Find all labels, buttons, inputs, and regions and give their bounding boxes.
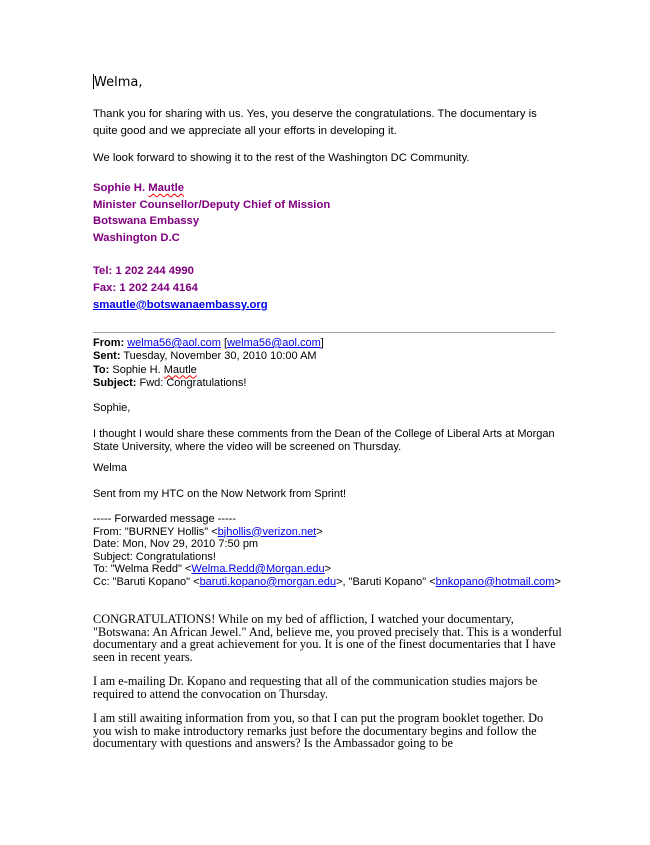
fwd-cc-mid: >, "Baruti Kopano" < (336, 575, 436, 588)
signature-name (93, 180, 563, 197)
signature-tel: Tel: 1 202 244 4990 (93, 265, 194, 278)
signature-name-last: Mautle (148, 182, 185, 194)
signature-title: Minister Counsellor/Deputy Chief of Mission (93, 198, 331, 211)
body-signoff: Welma (93, 462, 128, 474)
forwarded-header (93, 513, 613, 588)
forwarded-subject: Subject: Congratulations! (93, 550, 216, 563)
header-sent (93, 350, 563, 363)
subject-value: Fwd: Congratulations! (139, 376, 247, 389)
forwarded-date: Date: Mon, Nov 29, 2010 7:50 pm (93, 538, 259, 550)
separator-rule (93, 332, 555, 333)
letter-paragraph-3: I am still awaiting information from you, so that I can put the program booklet together. Do you wish to make introductory remarks just before the documentary begins and follow the documentary with questions and answers? Is the Ambassador going to be (93, 711, 544, 751)
from-email-link[interactable]: welma56@aol.com (127, 337, 221, 349)
header-to (93, 364, 563, 377)
header-subject (93, 377, 563, 390)
to-last: Mautle (163, 363, 197, 376)
forwarded-from (93, 526, 613, 539)
forwarded-cc (93, 576, 613, 589)
fwd-cc-email-link-2[interactable]: bnkopano@hotmail.com (435, 575, 555, 588)
forwarded-banner: ----- Forwarded message ----- (93, 513, 237, 525)
signature-block (93, 180, 563, 313)
body-sent-from: Sent from my HTC on the Now Network from Sprint! (93, 488, 347, 500)
body-salutation: Sophie, (93, 402, 131, 414)
greeting-line (93, 74, 563, 90)
signature-fax: Fax: 1 202 244 4164 (93, 282, 198, 295)
subject-label: Subject: (93, 376, 137, 389)
fwd-from-email-link[interactable]: bjhollis@verizon.net (217, 525, 317, 538)
fwd-from-prefix: From: "BURNEY Hollis" < (93, 525, 218, 538)
fwd-to-prefix: To: "Welma Redd" < (93, 563, 192, 575)
from-email-link-2[interactable]: welma56@aol.com (227, 337, 321, 349)
forwarded-to (93, 563, 613, 576)
sent-value: Tuesday, November 30, 2010 10:00 AM (123, 350, 317, 363)
body-line-1: I thought I would share these comments from the Dean of the College of Liberal Arts at Morgan State University, where the video will be screened on Thursday. (93, 428, 555, 454)
header-from: From: welma56@aol.com [welma56@aol.com] (93, 337, 324, 349)
fwd-cc-suffix: > (554, 575, 561, 588)
signature-spacer (93, 247, 563, 264)
signature-org: Botswana Embassy (93, 215, 200, 228)
reply-paragraph-1: Thank you for sharing with us. Yes, you deserve the congratulations. The documentary is quite good and we appreciate all your efforts in developing it. (93, 108, 537, 137)
signature-name-first: Sophie H. (93, 182, 149, 194)
fwd-cc-prefix: Cc: "Baruti Kopano" < (93, 575, 200, 588)
letter-paragraph-2: I am e-mailing Dr. Kopano and requesting that all of the communication studies majors be required to attend the convocation on Thursday. (93, 674, 538, 701)
signature-city: Washington D.C (93, 232, 180, 245)
to-first: Sophie H. (112, 363, 164, 376)
greeting: Welma, (94, 75, 143, 90)
reply-paragraph-2: We look forward to showing it to the rest of the Washington DC Community. (93, 152, 470, 164)
fwd-from-suffix: > (316, 525, 323, 538)
signature-email-link[interactable]: smautle@botswanaembassy.org (93, 298, 268, 311)
to-label: To: (93, 363, 110, 376)
sent-label: Sent: (93, 350, 121, 363)
fwd-cc-email-link-1[interactable]: baruti.kopano@morgan.edu (199, 575, 337, 588)
fwd-to-email-link[interactable]: Welma.Redd@Morgan.edu (191, 563, 325, 575)
message-header (93, 337, 563, 390)
letter-paragraph-1: CONGRATULATIONS! While on my bed of affliction, I watched your documentary, "Botswana: An African Jewel." And, believe me, you proved precisely that. This is a wonderful documentary and a great achievement for you. It is one of the finest documentaries that I have seen in recent years. (93, 612, 562, 665)
fwd-to-suffix: > (324, 563, 332, 575)
from-label: From: (93, 337, 125, 349)
